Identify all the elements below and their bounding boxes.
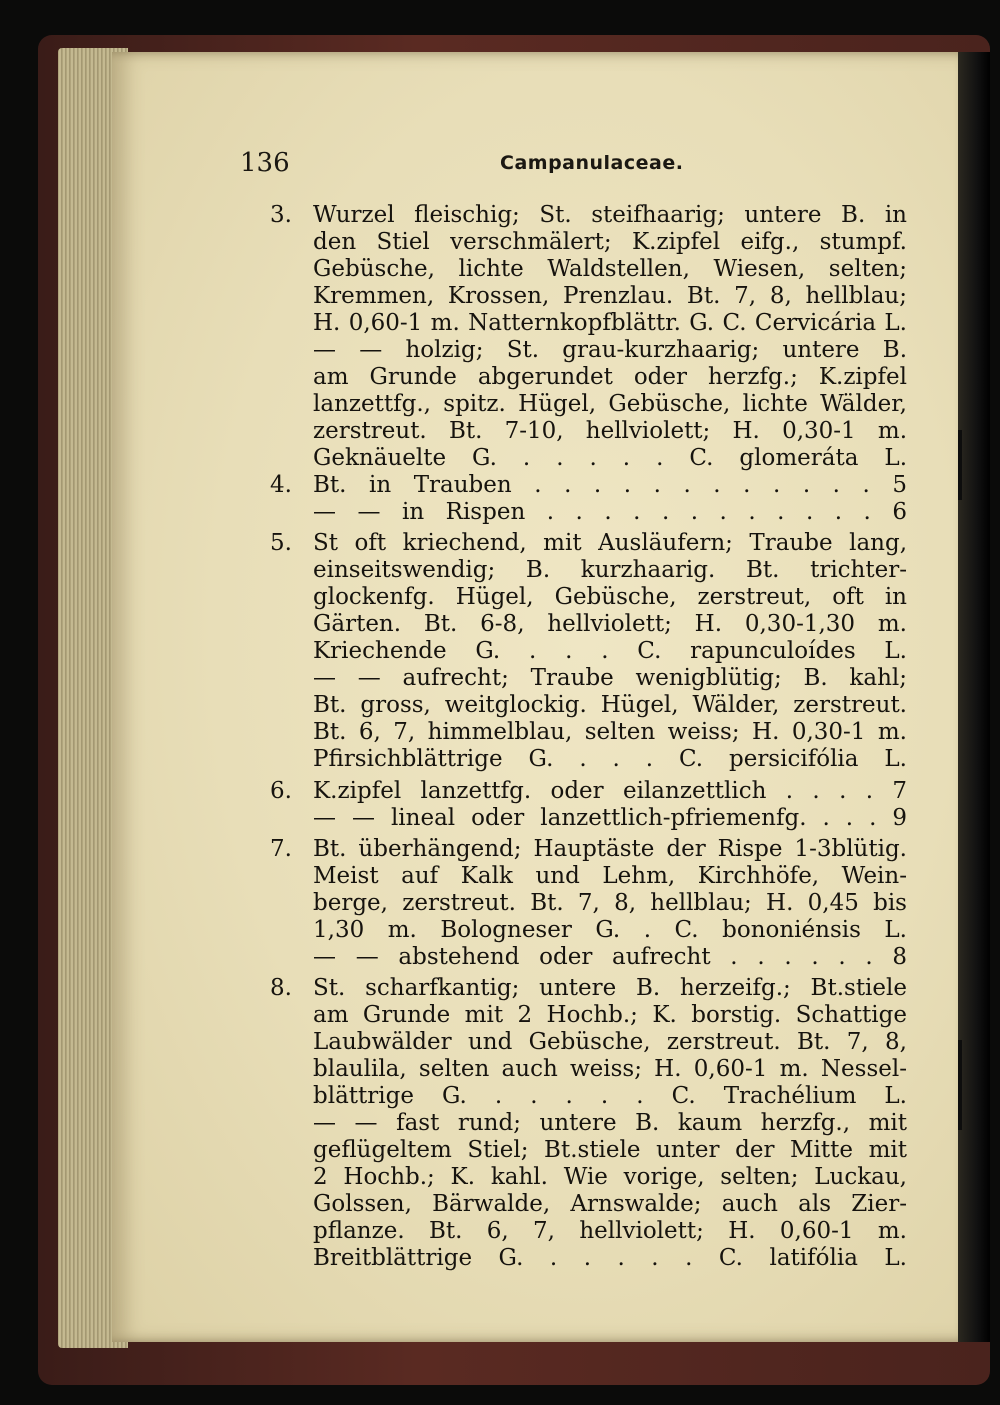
entry-number-6: 6.: [270, 778, 292, 804]
text-line: — — abstehend oder aufrecht . . . . . . 8: [313, 944, 907, 970]
text-line: Golssen, Bärwalde, Arnswalde; auch als Zier-: [313, 1191, 907, 1217]
text-line: H. 0,60-1 m. Natternkopfblättr. G. C. Cervicária L.: [313, 310, 907, 336]
entry-number-5: 5.: [270, 530, 292, 556]
text-line: St. scharfkantig; untere B. herzeifg.; Bt.stiele: [313, 975, 907, 1001]
entry-number-7: 7.: [270, 836, 292, 862]
text-line: berge, zerstreut. Bt. 7, 8, hellblau; H. 0,45 bis: [313, 890, 907, 916]
text-line: pflanze. Bt. 6, 7, hellviolett; H. 0,60-1 m.: [313, 1218, 907, 1244]
text-line: am Grunde mit 2 Hochb.; K. borstig. Schattige: [313, 1002, 907, 1028]
text-line: Meist auf Kalk und Lehm, Kirchhöfe, Wein-: [313, 863, 907, 889]
text-line: Pfirsichblättrige G. . . . C. persicifólia L.: [313, 746, 907, 772]
text-line: 1,30 m. Bologneser G. . C. bononiénsis L.: [313, 917, 907, 943]
text-line: Gebüsche, lichte Waldstellen, Wiesen, selten;: [313, 256, 907, 282]
text-line: zerstreut. Bt. 7-10, hellviolett; H. 0,30-1 m.: [313, 418, 907, 444]
text-line: glockenfg. Hügel, Gebüsche, zerstreut, oft in: [313, 584, 907, 610]
text-line: den Stiel verschmälert; K.zipfel eifg., stumpf.: [313, 229, 907, 255]
text-line: — — holzig; St. grau-kurzhaarig; untere B.: [313, 337, 907, 363]
text-line: einseitswendig; B. kurzhaarig. Bt. trichter-: [313, 557, 907, 583]
entry-number-3: 3.: [270, 202, 292, 228]
text-line: Laubwälder und Gebüsche, zerstreut. Bt. 7, 8,: [313, 1029, 907, 1055]
text-line: lanzettfg., spitz. Hügel, Gebüsche, lichte Wälder,: [313, 391, 907, 417]
text-line: — — aufrecht; Traube wenigblütig; B. kahl;: [313, 665, 907, 691]
text-line: Breitblättrige G. . . . . . C. latifólia L.: [313, 1245, 907, 1271]
text-line: Kremmen, Krossen, Prenzlau. Bt. 7, 8, hellblau;: [313, 283, 907, 309]
text-line: K.zipfel lanzettfg. oder eilanzettlich . . . . 7: [313, 778, 907, 804]
text-line: Geknäuelte G. . . . . . C. glomeráta L.: [313, 445, 907, 471]
running-title: Campanulaceae.: [500, 152, 684, 174]
page-number: 136: [240, 148, 290, 178]
text-line: — — lineal oder lanzettlich-pfriemenfg. . . . 9: [313, 805, 907, 831]
text-line: Bt. in Trauben . . . . . . . . . . . . 5: [313, 472, 907, 498]
text-line: blaulila, selten auch weiss; H. 0,60-1 m. Nessel-: [313, 1056, 907, 1082]
text-line: Bt. überhängend; Hauptäste der Rispe 1-3blütig.: [313, 836, 907, 862]
text-line: Wurzel fleischig; St. steifhaarig; untere B. in: [313, 202, 907, 228]
text-line: am Grunde abgerundet oder herzfg.; K.zipfel: [313, 364, 907, 390]
text-line: Gärten. Bt. 6-8, hellviolett; H. 0,30-1,30 m.: [313, 611, 907, 637]
text-line: Bt. 6, 7, himmelblau, selten weiss; H. 0,30-1 m.: [313, 719, 907, 745]
entry-number-8: 8.: [270, 975, 292, 1001]
text-line: 2 Hochb.; K. kahl. Wie vorige, selten; Luckau,: [313, 1164, 907, 1190]
entry-number-4: 4.: [270, 472, 292, 498]
text-line: geflügeltem Stiel; Bt.stiele unter der Mitte mit: [313, 1137, 907, 1163]
text-line: Bt. gross, weitglockig. Hügel, Wälder, zerstreut.: [313, 692, 907, 718]
text-line: blättrige G. . . . . . C. Trachélium L.: [313, 1083, 907, 1109]
text-line: St oft kriechend, mit Ausläufern; Traube lang,: [313, 530, 907, 556]
text-line: — — in Rispen . . . . . . . . . . . . 6: [313, 499, 907, 525]
text-line: Kriechende G. . . . C. rapunculoídes L.: [313, 638, 907, 664]
text-line: — — fast rund; untere B. kaum herzfg., mit: [313, 1110, 907, 1136]
